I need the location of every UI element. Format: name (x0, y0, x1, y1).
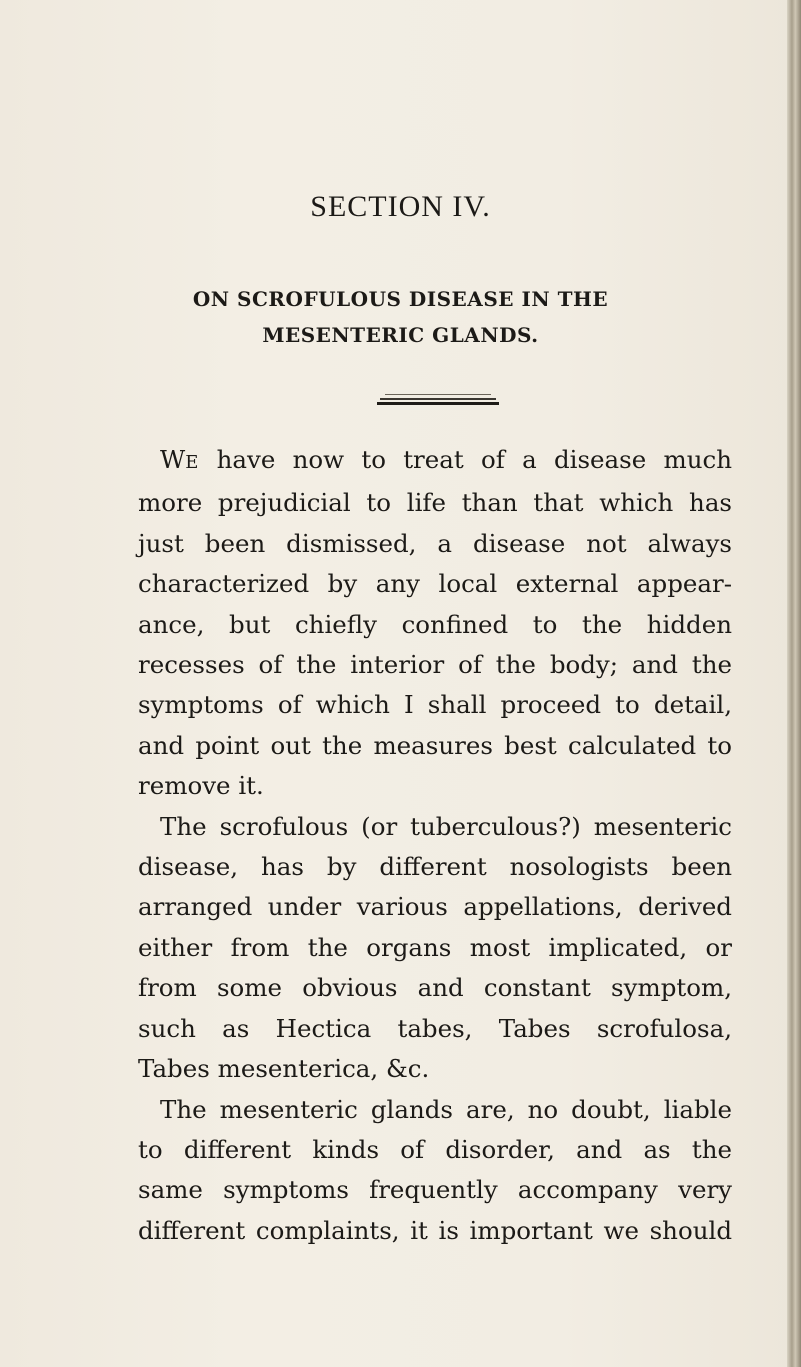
text-line: and point out the measures best calculated to (138, 730, 732, 760)
drop-word-rest: E (185, 452, 200, 473)
text-line: such as Hectica tabes, Tabes scrofulosa, (138, 1013, 732, 1043)
chapter-subtitle-line-1: ON SCROFULOUS DISEASE IN THE (192, 287, 609, 311)
text-line: disease, has by different nosologists been (138, 852, 732, 882)
text-line: recesses of the interior of the body; and the (138, 650, 732, 680)
decorative-rule (377, 394, 499, 406)
text-line: different complaints, it is important we should (138, 1215, 732, 1245)
text-line: symptoms of which I shall proceed to detail, (138, 690, 732, 720)
text-line-content: have now to treat of a disease much (199, 445, 732, 474)
text-line: either from the organs most implicated, or (138, 932, 732, 962)
text-line: Tabes mesenterica, &c. (138, 1054, 430, 1084)
text-line: The scrofulous (or tuberculous?) mesenteric (160, 811, 732, 841)
chapter-subtitle-line-2: MESENTERIC GLANDS. (262, 323, 539, 347)
text-line: to different kinds of disorder, and as the (138, 1134, 732, 1164)
text-line: from some obvious and constant symptom, (138, 973, 732, 1003)
text-line (138, 440, 732, 483)
text-line: ance, but chiefly confined to the hidden (138, 609, 732, 639)
section-heading: SECTION IV. (310, 190, 491, 223)
body-text (138, 440, 732, 1251)
text-line: The mesenteric glands are, no doubt, liable (160, 1094, 732, 1124)
text-line: remove it. (138, 771, 264, 801)
text-line: more prejudicial to life than that which has (138, 488, 732, 518)
text-line: characterized by any local external appear- (138, 569, 732, 599)
text-line: arranged under various appellations, derived (138, 892, 732, 922)
drop-word-initial: W (160, 445, 186, 474)
text-line: same symptoms frequently accompany very (138, 1175, 732, 1205)
text-line: just been dismissed, a disease not always (138, 528, 732, 558)
